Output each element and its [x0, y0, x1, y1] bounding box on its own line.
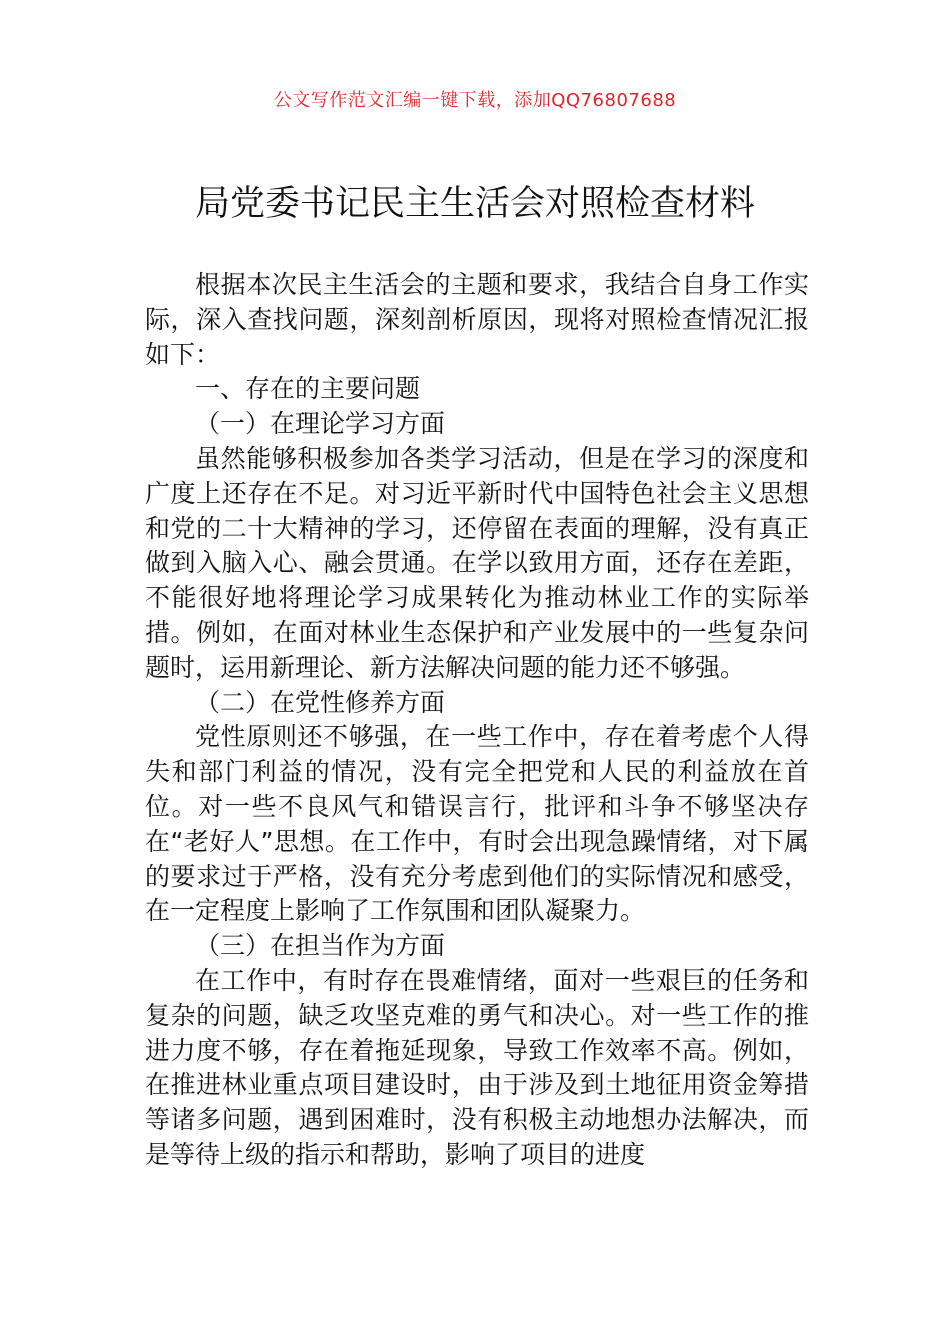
paragraph-party-spirit: 党性原则还不够强，在一些工作中，存在着考虑个人得失和部门利益的情况，没有完全把党和人民的利益放在首位。对一些不良风气和错误言行，批评和斗争不够坚决存在“老好人”思想。在工作中，有时会出现急躁情绪，对下属的要求过于严格，没有充分考虑到他们的实际情况和感受，在一定程度上影响了工作氛围和团队凝聚力。	[145, 722, 809, 926]
subheading-party-spirit: （二）在党性修养方面	[195, 687, 446, 717]
document-title: 局党委书记民主生活会对照检查材料	[194, 184, 755, 224]
subheading-theory-study: （一）在理论学习方面	[195, 409, 446, 439]
subheading-responsibility: （三）在担当作为方面	[195, 931, 446, 961]
download-notice: 公文写作范文汇编一键下载，添加QQ76807688	[273, 90, 677, 111]
paragraph-responsibility: 在工作中，有时存在畏难情绪，面对一些艰巨的任务和复杂的问题，缺乏攻坚克难的勇气和决心。对一些工作的推进力度不够，存在着拖延现象，导致工作效率不高。例如，在推进林业重点项目建设时，由于涉及到土地征用资金筹措等诸多问题，遇到困难时，没有积极主动地想办法解决，而是等待上级的指示和帮助，影响了项目的进度	[145, 965, 809, 1169]
paragraph-theory-study: 虽然能够积极参加各类学习活动，但是在学习的深度和广度上还存在不足。对习近平新时代中国特色社会主义思想和党的二十大精神的学习，还停留在表面的理解，没有真正做到入脑入心、融会贯通。在学以致用方面，还存在差距，不能很好地将理论学习成果转化为推动林业工作的实际举措。例如，在面对林业生态保护和产业发展中的一些复杂问题时，运用新理论、新方法解决问题的能力还不够强。	[145, 443, 809, 682]
document-body	[145, 268, 809, 1173]
intro-paragraph: 根据本次民主生活会的主题和要求，我结合自身工作实际，深入查找问题，深刻剖析原因，现将对照检查情况汇报如下：	[145, 270, 809, 369]
section-heading-main-problems: 一、存在的主要问题	[195, 374, 421, 404]
